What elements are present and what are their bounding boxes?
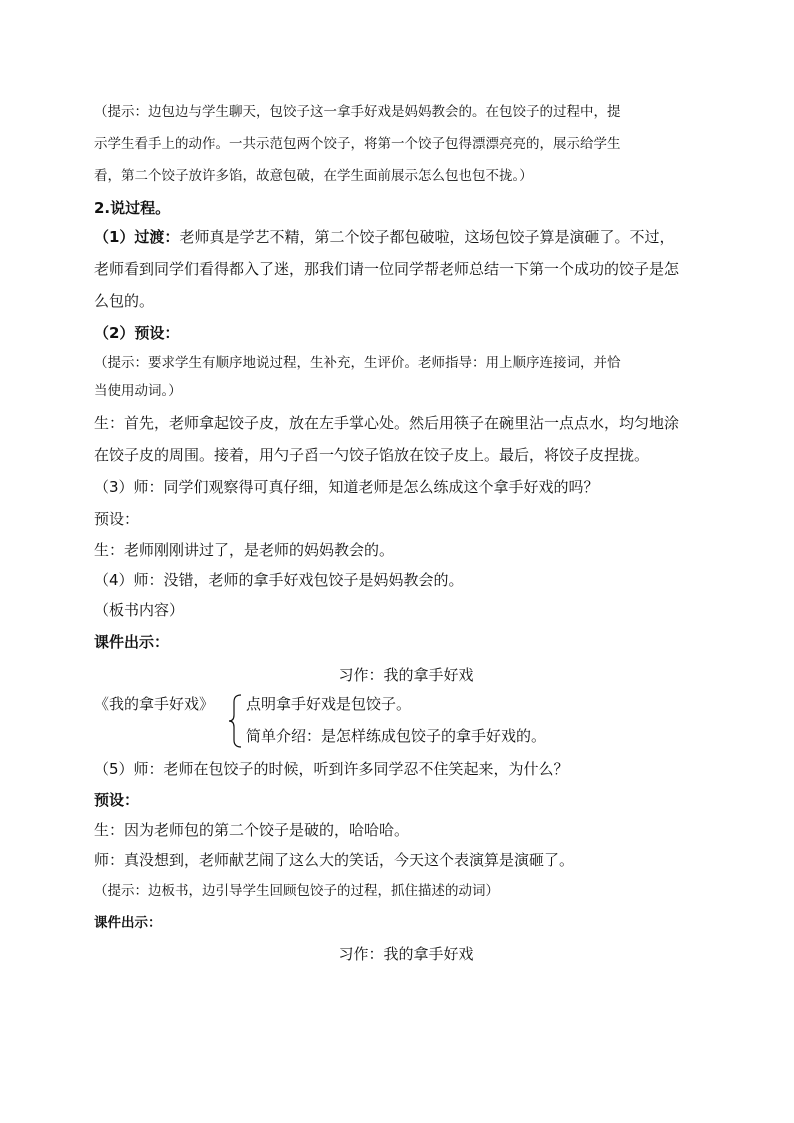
paragraph-label: （1）过渡： [94,228,180,246]
subsection-label: 预设： [94,791,140,809]
paragraph-line: 生：老师刚刚讲过了，是老师的妈妈教会的。 [94,541,395,559]
paragraph-line: 生：因为老师包的第二个饺子是破的，哈哈哈。 [94,821,410,839]
board-left-title: 《我的拿手好戏》 [94,695,215,713]
paragraph-line: （3）师：同学们观察得可真仔细，知道老师是怎么练成这个拿手好戏的吗？ [94,478,599,496]
paragraph-line: （板书内容） [94,601,185,619]
section-heading: 2.说过程。 [94,199,171,217]
tip-line: （提示：要求学生有顺序地说过程，生补充，生评价。老师指导：用上顺序连接词，并恰 [94,355,621,371]
paragraph-line: 在饺子皮的周围。接着，用勺子舀一勺饺子馅放在饺子皮上。最后，将饺子皮捏拢。 [94,446,650,464]
paragraph-text: 老师真是学艺不精，第二个饺子都包破啦，这场包饺子算是演砸了。不过， [179,228,675,246]
board-title: 习作：我的拿手好戏 [338,945,474,963]
courseware-label: 课件出示： [94,633,170,651]
courseware-label: 课件出示： [94,915,162,931]
subsection-label: （2）预设： [94,324,180,342]
paragraph-line: 生：首先，老师拿起饺子皮，放在左手掌心处。然后用筷子在碗里沾一点点水，均匀地涂 [94,414,680,432]
tip-line: （提示：边包边与学生聊天，包饺子这一拿手好戏是妈妈教会的。在包饺子的过程中，提 [94,104,621,120]
tip-line: 当使用动词。） [94,383,182,399]
tip-line: （提示：边板书，边引导学生回顾包饺子的过程，抓住描述的动词） [94,883,499,899]
paragraph-line [94,227,674,247]
board-item: 简单介绍：是怎样练成包饺子的拿手好戏的。 [246,727,547,745]
tip-line: 看，第二个饺子放许多馅，故意包破，在学生面前展示怎么包也包不拢。） [94,168,533,184]
paragraph-line: （4）师：没错，老师的拿手好戏包饺子是妈妈教会的。 [94,571,464,589]
paragraph-line: 老师看到同学们看得都入了迷，那我们请一位同学帮老师总结一下第一个成功的饺子是怎 [94,260,680,278]
board-title: 习作：我的拿手好戏 [338,666,474,684]
paragraph-line: 预设： [94,510,140,528]
paragraph-line: 师：真没想到，老师献艺闹了这么大的笑话，今天这个表演算是演砸了。 [94,851,575,869]
paragraph-line: （5）师：老师在包饺子的时候，听到许多同学忍不住笑起来，为什么？ [94,760,569,778]
left-brace-icon [228,694,242,748]
board-item: 点明拿手好戏是包饺子。 [246,695,412,713]
paragraph-line: 么包的。 [94,292,155,310]
tip-line: 示学生看手上的动作。一共示范包两个饺子，将第一个饺子包得漂漂亮亮的，展示给学生 [94,136,621,152]
